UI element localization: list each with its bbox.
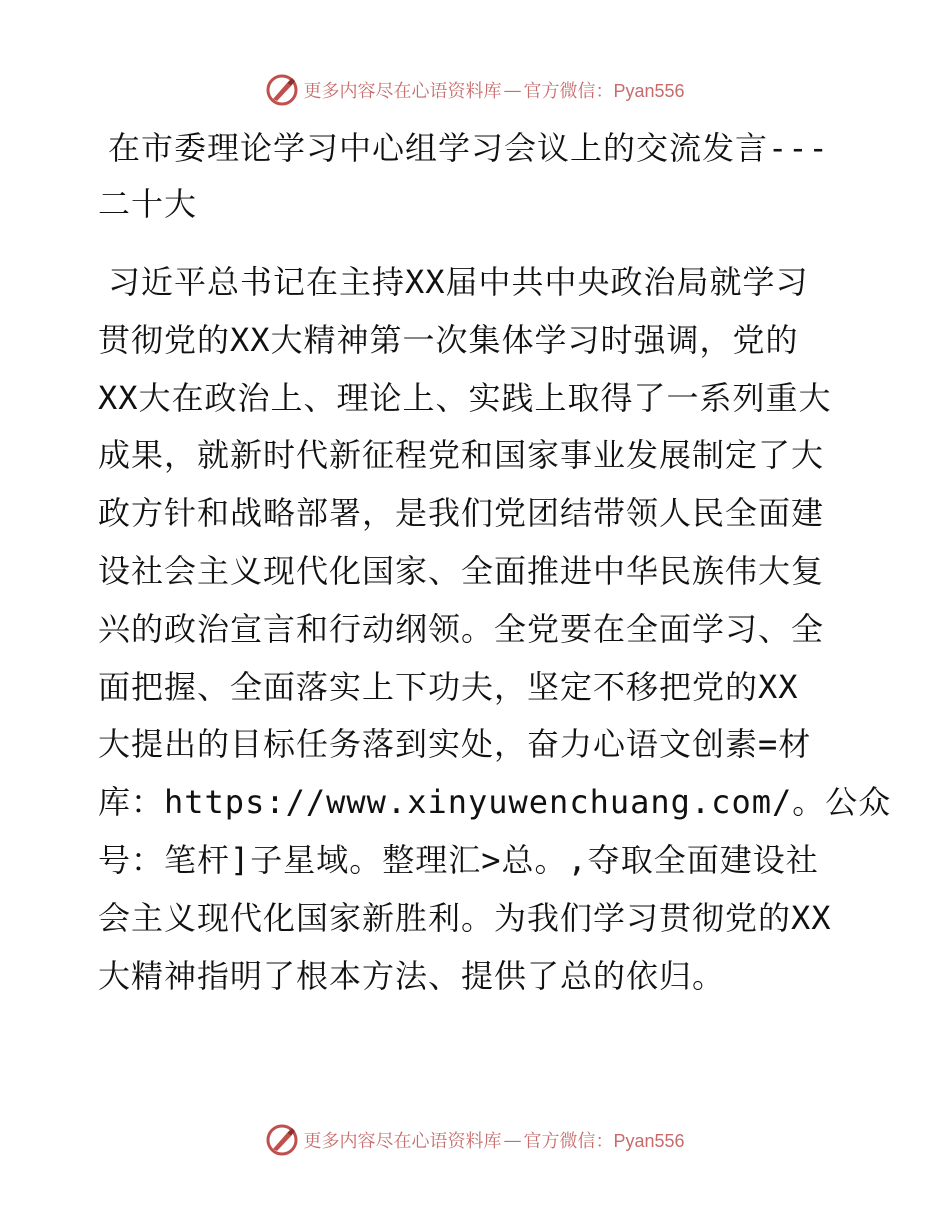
body-line: 会主义现代化国家新胜利。为我们学习贯彻党的XX <box>98 898 832 937</box>
watermark-separator: — <box>503 79 522 101</box>
pen-logo-icon <box>265 1123 299 1157</box>
pen-logo-icon <box>265 73 299 107</box>
watermark-separator: — <box>503 1129 522 1151</box>
body-line: 大提出的目标任务落到实处，奋力心语文创素=材 <box>98 725 812 764</box>
document-body <box>98 254 892 1005</box>
body-line: 兴的政治宣言和行动纲领。全党要在全面学习、全 <box>98 609 825 648</box>
title-line: 在市委理论学习中心组学习会议上的交流发言--- <box>108 129 829 167</box>
title-line: 二十大 <box>98 185 198 223</box>
body-line: XX大在政治上、理论上、实践上取得了一系列重大 <box>98 378 832 417</box>
header-watermark <box>0 68 950 112</box>
library-text: 更多内容尽在心语资料库 <box>303 81 502 102</box>
body-line: 面把握、全面落实上下功夫，坚定不移把党的XX <box>98 667 799 706</box>
body-line: 贯彻党的XX大精神第一次集体学习时强调，党的 <box>98 320 799 359</box>
body-line: 库：https://www.xinyuwenchuang.com/。公众 <box>98 783 892 822</box>
wechat-text: 官方微信：Pyan556 <box>523 1131 685 1151</box>
body-line: 号：笔杆]子星域。整理汇>总。,夺取全面建设社 <box>98 840 819 879</box>
footer-watermark <box>0 1118 950 1162</box>
library-text: 更多内容尽在心语资料库 <box>303 1131 502 1152</box>
body-line: 成果，就新时代新征程党和国家事业发展制定了大 <box>98 436 825 475</box>
wechat-text: 官方微信：Pyan556 <box>523 81 685 101</box>
body-line: 习近平总书记在主持XX届中共中央政治局就学习 <box>108 263 809 301</box>
body-line: 大精神指明了根本方法、提供了总的依归。 <box>98 956 726 995</box>
body-line: 设社会主义现代化国家、全面推进中华民族伟大复 <box>98 551 825 590</box>
document-title <box>98 120 858 232</box>
body-line: 政方针和战略部署，是我们党团结带领人民全面建 <box>98 494 825 533</box>
